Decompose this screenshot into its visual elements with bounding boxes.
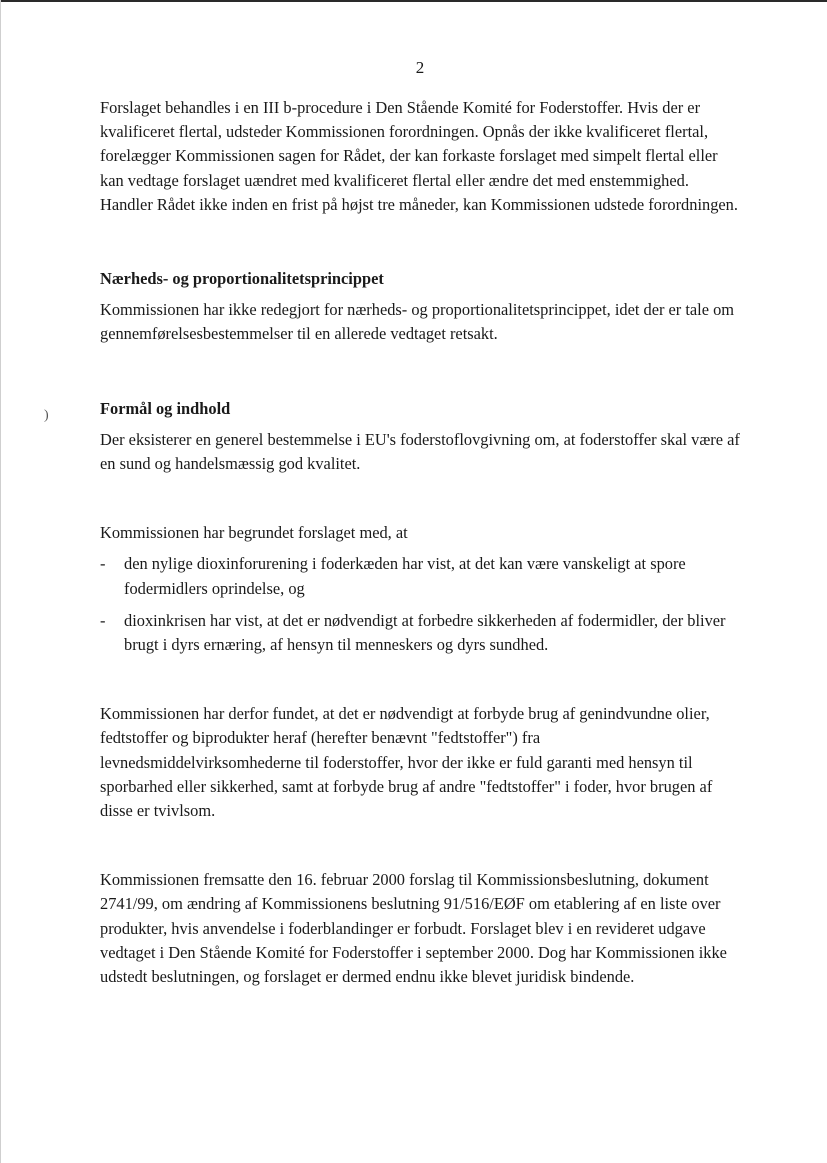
history-paragraph: Kommissionen fremsatte den 16. februar 2000 forslag til Kommissionsbeslutning, dokument 2741/99, om ændring af Kommissionens beslutning 91/516/EØF om etablering af en liste over produkter, hvis anvendelse i foderblandinger er forbudt. Forslaget blev i en revideret udgave vedtaget i Den Stående Komité for Foderstoffer i september 2000. Dog har Kommissionen ikke udstedt beslutningen, og forslaget er dermed endnu ikke blevet juridisk bindende. [100, 870, 727, 987]
intro-paragraph: Forslaget behandles i en III b-procedure i Den Stående Komité for Foderstoffer. Hvis der er kvalificeret flertal, udsteder Kommissionen forordningen. Opnås der ikke kvalificeret flertal, forelægger Kommissionen sagen for Rådet, der kan forkaste forslaget med simpelt flertal eller kan vedtage forslaget uændret med kvalificeret flertal eller ændre det med enstemmighed. Handler Rådet ikke inden en frist på højst tre måneder, kan Kommissionen udstede forordningen. [100, 98, 738, 214]
document-body [100, 96, 740, 989]
list-item-text: den nylige dioxinforurening i foderkæden har vist, at det kan være vanskeligt at spore fodermidlers oprindelse, og [124, 554, 686, 598]
conclusion-paragraph: Kommissionen har derfor fundet, at det er nødvendigt at forbyde brug af genindvundne olier, fedtstoffer og biprodukter heraf (herefter benævnt "fedtstoffer") fra levnedsmiddelvirksomhederne til foderstoffer, hvor der ikke er fuld garanti med hensyn til sporbarhed eller sikkerhed, samt at forbyde brug af andre "fedtstoffer" i foder, hvor brugen af disse er tvivlsom. [100, 704, 713, 821]
scan-top-border [0, 0, 827, 2]
list-item-text: dioxinkrisen har vist, at det er nødvendigt at forbedre sikkerheden af fodermidler, der bliver brugt i dyrs ernæring, af hensyn til menneskers og dyrs sundhed. [124, 610, 726, 655]
page-number: 2 [415, 58, 425, 77]
justification-list [100, 552, 740, 657]
justification-intro: Kommissionen har begrundet forslaget med, at [100, 523, 408, 543]
bullet-dash: - [100, 610, 106, 630]
list-item [100, 609, 740, 657]
bullet-dash: - [100, 554, 106, 574]
margin-bracket-mark: ) [44, 408, 49, 423]
purpose-heading: Formål og indhold [100, 398, 231, 418]
scan-left-edge [0, 0, 1, 1163]
purpose-paragraph: Der eksisterer en generel bestemmelse i EU's foderstoflovgivning om, at foderstoffer skal være af en sund og handelsmæssig god kvalitet. [100, 429, 740, 474]
subsidiarity-heading: Nærheds- og proportionalitetsprincippet [100, 269, 384, 289]
subsidiarity-paragraph: Kommissionen har ikke redegjort for nærheds- og proportionalitetsprincippet, idet der er tale om gennemførelsesbestemmelser til en allerede vedtaget retsakt. [100, 300, 735, 344]
list-item [100, 552, 740, 600]
